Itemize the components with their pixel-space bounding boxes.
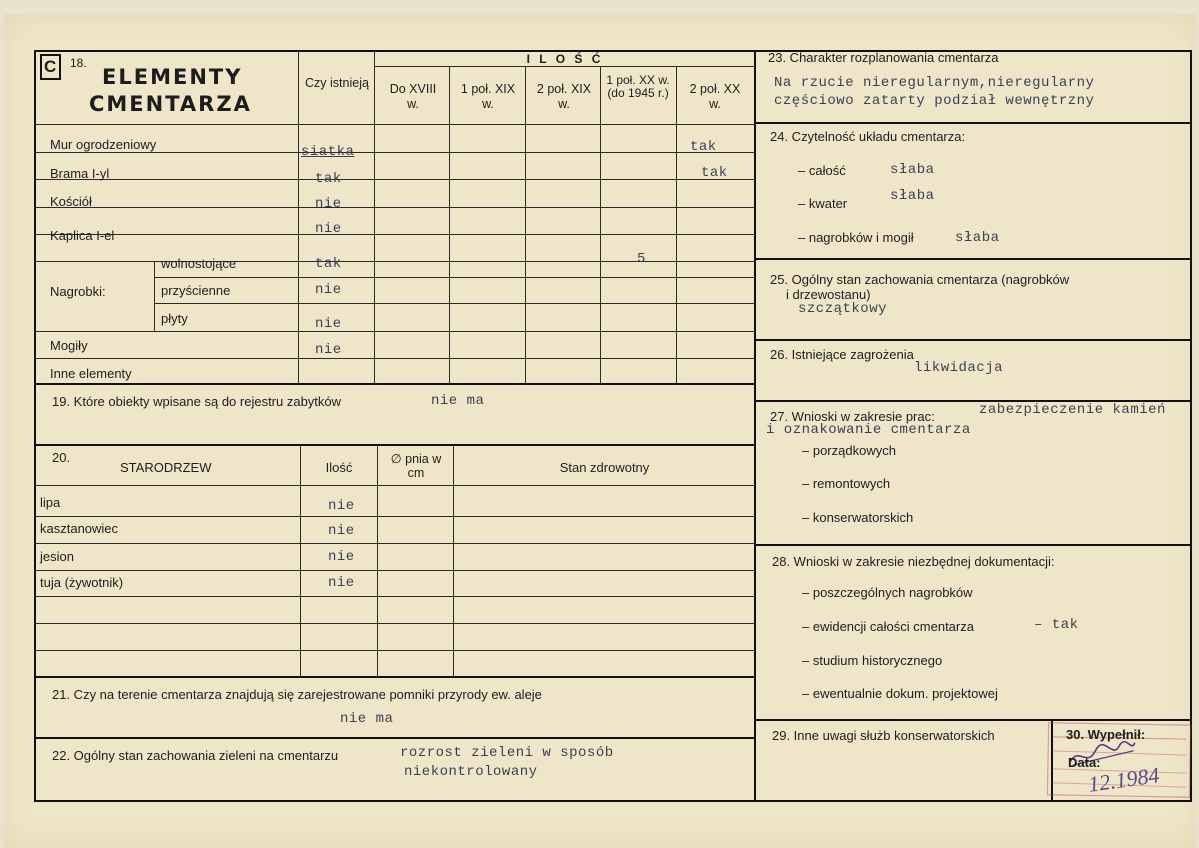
section-letter: C <box>44 57 57 76</box>
row-line <box>34 207 756 208</box>
trees-header-diameter: ∅ pnia w cm <box>390 452 442 480</box>
col-divider-2 <box>525 66 526 384</box>
brama-exists-value: tak <box>315 171 342 187</box>
row-mur-label: Mur ogrodzeniowy <box>50 137 157 152</box>
period-1-xx: 1 poł. XX w. (do 1945 r.) <box>606 73 670 100</box>
trees-col-divider-2 <box>377 446 378 678</box>
row-mogily-label: Mogiły <box>50 338 88 353</box>
q24-kwater-label: – kwater <box>798 196 848 211</box>
q25-bottom <box>756 339 1192 341</box>
q24-calosc-label: – całość <box>798 163 846 178</box>
kosciol-exists-value: nie <box>315 196 342 212</box>
q19-answer: nie ma <box>431 393 485 409</box>
row-line <box>34 331 756 332</box>
q23-label: 23. Charakter rozplanowania cmentarza <box>768 50 999 65</box>
q23-answer-line1: Na rzucie nieregularnym,nieregularny <box>774 75 1095 91</box>
trees-row-line <box>34 596 756 597</box>
section-number: 18. <box>70 56 87 70</box>
przyscienne-exists-value: nie <box>315 282 342 298</box>
record-card <box>4 14 1196 848</box>
row-przyscienne-label: przyścienne <box>161 283 231 298</box>
nagrobki-divider <box>154 261 155 331</box>
q28-ewidencji-value: – tak <box>1034 617 1079 633</box>
brama-late-xx-value: tak <box>701 165 728 181</box>
row-line <box>34 358 756 359</box>
wolnostojace-exists-value: tak <box>315 256 342 272</box>
mur-exists-value: siatka <box>301 144 355 160</box>
q21-label: 21. Czy na terenie cmentarza znajdują się zarejestrowane pomniki przyrody ew. aleje <box>52 687 542 702</box>
q28-bottom <box>756 719 1192 721</box>
trees-header-name: STARODRZEW <box>120 460 212 475</box>
trees-row-line <box>34 485 756 486</box>
q24-label: 24. Czytelność układu cmentarza: <box>770 129 966 144</box>
row-plyty-label: płyty <box>161 311 188 326</box>
q22-answer-line1: rozrost zieleni w sposób <box>400 745 614 761</box>
q25-label-line2: i drzewostanu) <box>786 287 871 302</box>
row-nagrobki-label: Nagrobki: <box>50 284 106 299</box>
section-title-line2: CMENTARZA <box>89 92 252 116</box>
section-letter-box <box>40 54 61 80</box>
tree-kasztanowiec-qty: nie <box>328 523 355 539</box>
q22-label: 22. Ogólny stan zachowania zieleni na cmentarzu <box>52 748 339 763</box>
q19-bottom <box>34 444 756 446</box>
q21-answer: nie ma <box>340 711 394 727</box>
tree-jesion-label: jesion <box>40 549 74 564</box>
row-line <box>154 277 756 278</box>
col-divider-1 <box>449 66 450 384</box>
wolnostojace-early-xx-value: 5 <box>637 251 646 267</box>
q25-label-line1: 25. Ogólny stan zachowania cmentarza (nagrobków <box>770 272 1070 287</box>
row-line <box>34 261 756 262</box>
q24-bottom <box>756 258 1192 260</box>
q23-bottom <box>756 122 1192 124</box>
trees-number: 20. <box>52 450 71 465</box>
trees-bottom <box>34 676 756 678</box>
q27-label: 27. Wnioski w zakresie prac: <box>770 409 935 424</box>
period-xviii: Do XVIII w. <box>389 82 437 111</box>
trees-col-divider-3 <box>453 446 454 678</box>
q28-projektowej: – ewentualnie dokum. projektowej <box>802 686 998 701</box>
period-1-xix: 1 poł. XIX w. <box>460 82 516 111</box>
col-divider-ilosc <box>374 52 375 384</box>
trees-row-line <box>34 650 756 651</box>
trees-row-line <box>34 570 756 571</box>
ilosc-underline <box>374 66 754 67</box>
trees-row-line <box>34 516 756 517</box>
q27-bottom <box>756 544 1192 546</box>
q24-nagrobkow-label: – nagrobków i mogił <box>798 230 914 245</box>
exists-header: Czy istnieją <box>305 76 369 90</box>
trees-header-qty: Ilość <box>325 460 353 475</box>
left-frame-left <box>34 50 36 802</box>
kaplica-exists-value: nie <box>315 221 342 237</box>
q27-konserwatorskich: – konserwatorskich <box>802 510 914 525</box>
col-divider-3 <box>600 66 601 384</box>
q30-date-label: Data: <box>1068 755 1101 770</box>
tree-kasztanowiec-label: kasztanowiec <box>40 521 119 536</box>
q26-label: 26. Istniejące zagrożenia <box>770 347 914 362</box>
q21-bottom <box>34 737 756 739</box>
ilosc-header: I L O Ś Ć <box>526 52 604 66</box>
mur-late-xx-value: tak <box>690 139 717 155</box>
trees-row-line <box>34 623 756 624</box>
q25-answer: szczątkowy <box>798 301 888 317</box>
tree-tuja-label: tuja (żywotnik) <box>40 575 124 590</box>
col-divider-exists <box>298 52 299 384</box>
tree-lipa-qty: nie <box>328 498 355 514</box>
tree-jesion-qty: nie <box>328 549 355 565</box>
period-2-xix: 2 poł. XIX w. <box>536 82 592 111</box>
q19-label: 19. Które obiekty wpisane są do rejestru zabytków <box>52 394 342 409</box>
q23-answer-line2: częściowo zatarty podział wewnętrzny <box>774 93 1095 109</box>
period-2-xx: 2 poł. XX w. <box>689 82 741 111</box>
q28-ewidencji: – ewidencji całości cmentarza <box>802 619 974 634</box>
row-inne-label: Inne elementy <box>50 366 132 381</box>
row-kaplica-label: Kaplica I-el <box>50 228 115 243</box>
row-line <box>34 152 756 153</box>
q24-calosc-value: słaba <box>890 162 935 178</box>
q22-answer-line2: niekontrolowany <box>404 764 538 780</box>
row-kosciol-label: Kościół <box>50 194 92 209</box>
q29-label: 29. Inne uwagi służb konserwatorskich <box>772 728 995 743</box>
q28-nagrobkow: – poszczególnych nagrobków <box>802 585 973 600</box>
left-frame-right <box>754 50 756 802</box>
trees-row-line <box>34 543 756 544</box>
q27-porzadkowych: – porządkowych <box>802 443 896 458</box>
plyty-exists-value: nie <box>315 316 342 332</box>
q27-answer-line2: i oznakowanie cmentarza <box>766 422 971 438</box>
row-line <box>34 179 756 180</box>
right-frame-bottom <box>756 800 1192 802</box>
right-frame-right <box>1190 50 1192 802</box>
q27-answer-line1: zabezpieczenie kamień <box>979 402 1166 418</box>
trees-col-divider-1 <box>300 446 301 678</box>
q28-studium: – studium historycznego <box>802 653 943 668</box>
q24-nagrobkow-value: słaba <box>955 230 1000 246</box>
mogily-exists-value: nie <box>315 342 342 358</box>
section-title-line1: ELEMENTY <box>102 65 243 89</box>
row-line <box>154 303 756 304</box>
row-line <box>34 234 756 235</box>
q30-label: 30. Wypełnił: <box>1066 727 1146 742</box>
q28-label: 28. Wnioski w zakresie niezbędnej dokumentacji: <box>772 554 1055 569</box>
tree-tuja-qty: nie <box>328 575 355 591</box>
tree-lipa-label: lipa <box>40 495 61 510</box>
row-brama-label: Brama I-yl <box>50 166 110 181</box>
left-frame-bottom <box>34 800 756 802</box>
q30-date-value: 12.1984 <box>1086 762 1161 797</box>
col-divider-4 <box>676 66 677 384</box>
q24-kwater-value: słaba <box>890 188 935 204</box>
q26-answer: likwidacja <box>914 360 1004 376</box>
q27-remontowych: – remontowych <box>802 476 891 491</box>
row-wolnostojace-label: wolnostojące <box>161 256 237 271</box>
section18-bottom <box>34 383 756 385</box>
header-bottom-line <box>34 124 756 125</box>
trees-header-health: Stan zdrowotny <box>559 460 650 475</box>
